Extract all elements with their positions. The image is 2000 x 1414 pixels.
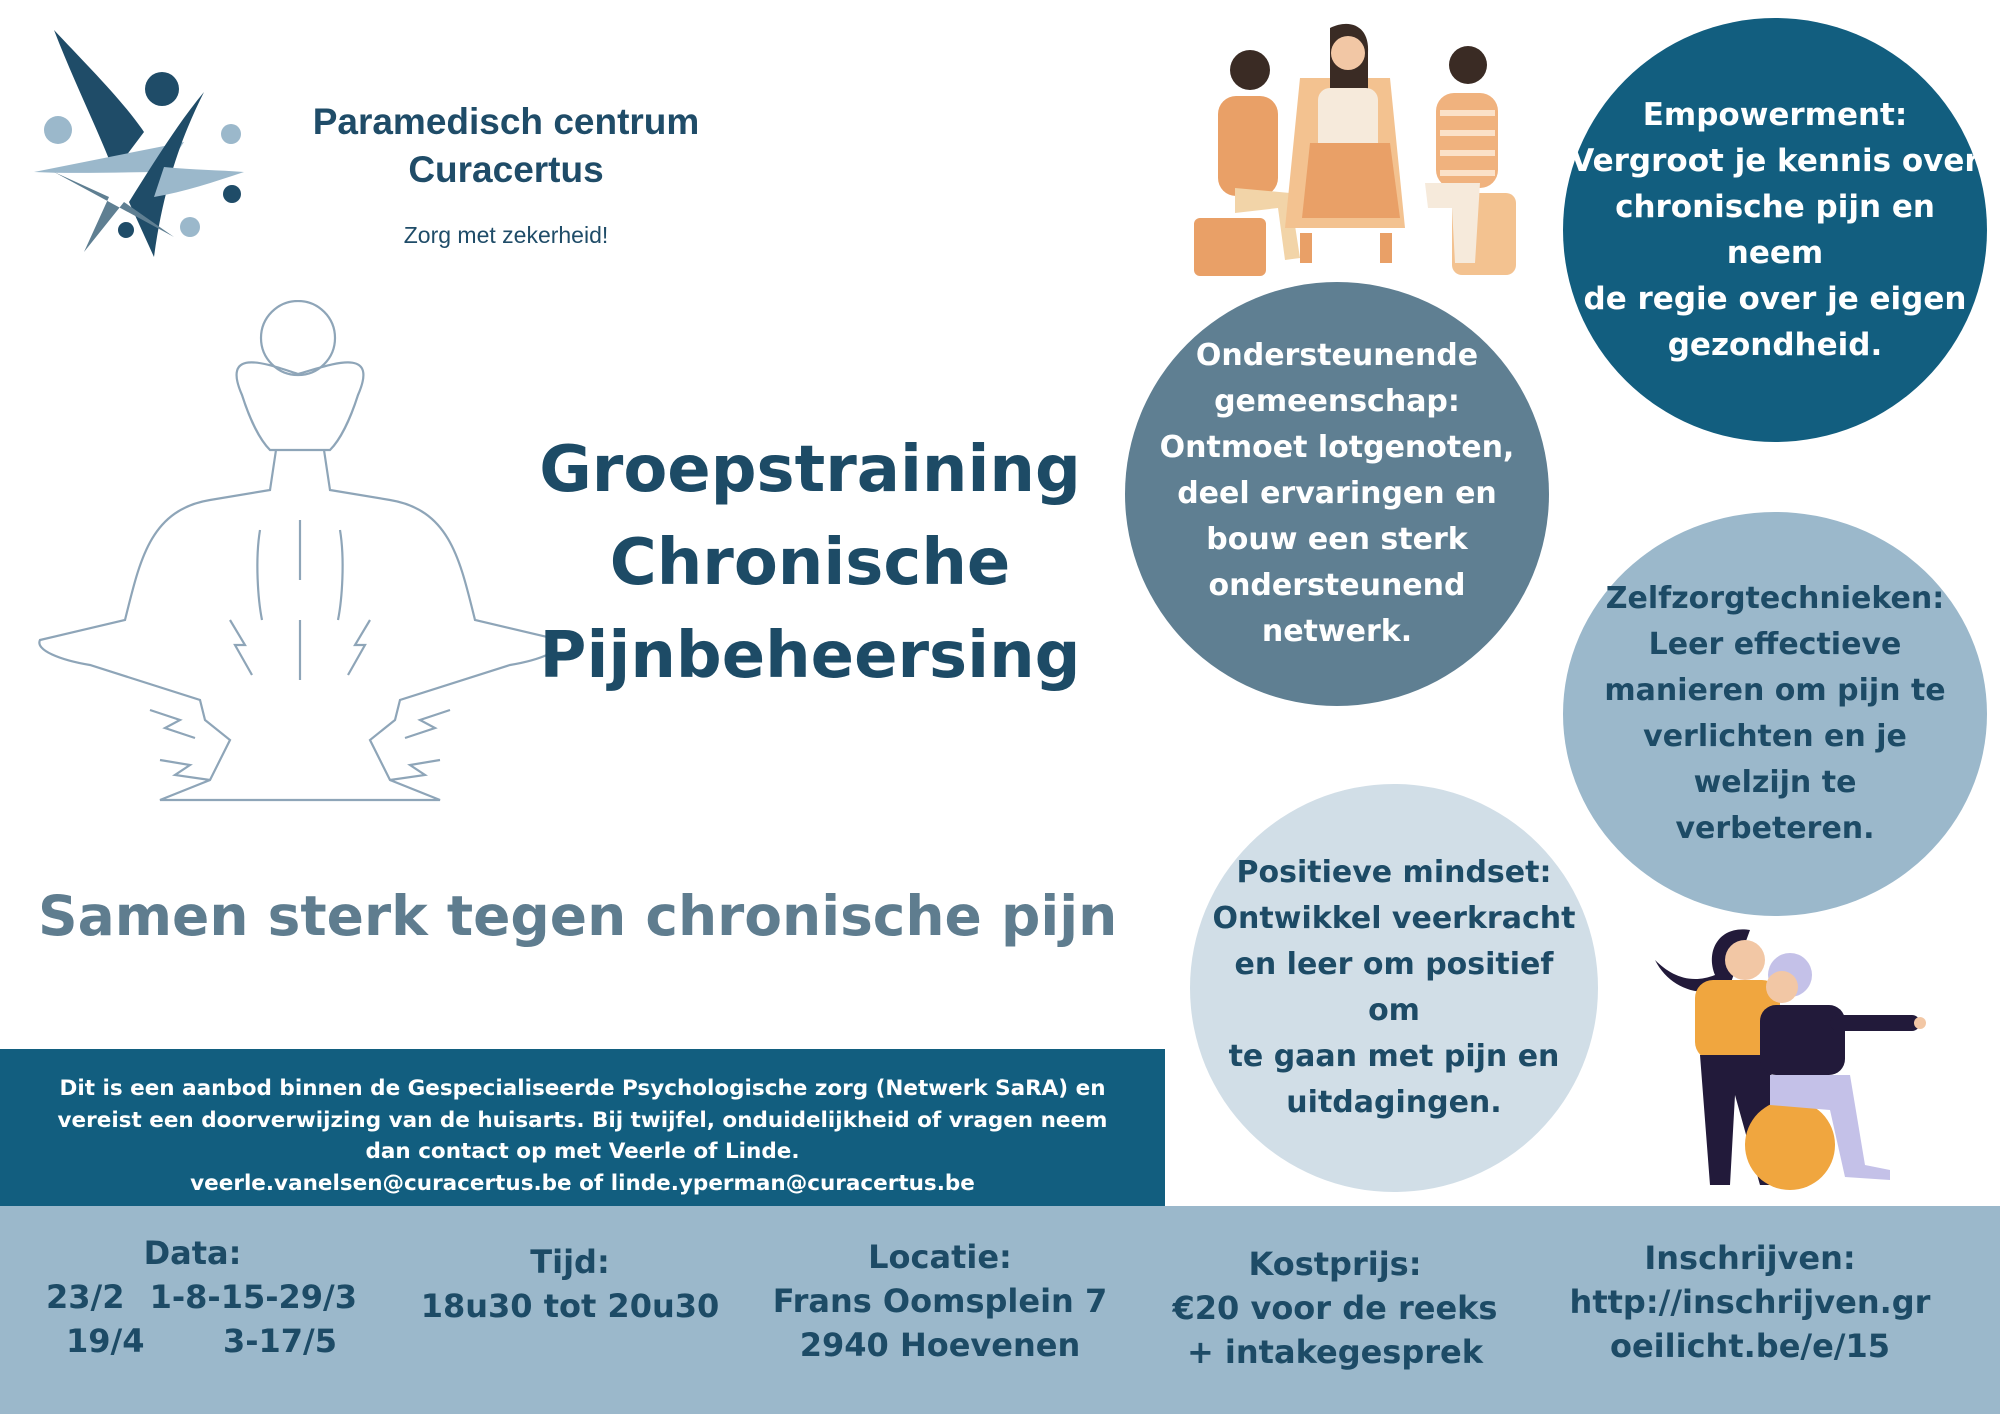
main-title-line2: Chronische [609, 526, 1011, 600]
circle-line: en leer om positief om [1234, 947, 1554, 1028]
info-line2: vereist een doorverwijzing van de huisarts. Bij twijfel, onduidelijkheid of vragen neem [57, 1107, 1108, 1133]
circle-line: gezondheid. [1667, 327, 1883, 363]
circle-line: bouw een sterk [1206, 522, 1468, 557]
contact-emails[interactable]: veerle.vanelsen@curacertus.be of linde.yperman@curacertus.be [190, 1170, 975, 1196]
physiotherapy-illustration [1650, 915, 1930, 1195]
positive-mindset-circle [1190, 784, 1598, 1192]
circle-line: Zelfzorgtechnieken: [1605, 581, 1945, 616]
circle-line: netwerk. [1261, 614, 1413, 649]
circle-line: Ontmoet lotgenoten, [1159, 430, 1515, 465]
time-value: 18u30 tot 20u30 [420, 1287, 720, 1325]
registration-link[interactable] [1560, 1280, 1940, 1368]
referral-info-box [0, 1049, 1165, 1206]
circle-line: welzijn te [1693, 765, 1857, 800]
circle-line: manieren om pijn te [1604, 673, 1946, 708]
price-note: + intakegesprek [1186, 1333, 1484, 1371]
price-section [1150, 1242, 1520, 1374]
circle-line: Empowerment: [1642, 97, 1908, 133]
circle-line: Leer effectieve [1648, 627, 1902, 662]
curacertus-logo [14, 22, 264, 262]
info-line1: Dit is een aanbod binnen de Gespecialiseerde Psychologische zorg (Netwerk SaRA) en [59, 1076, 1106, 1101]
circle-line: verbeteren. [1675, 811, 1875, 846]
date-value: 3-17/5 [222, 1322, 337, 1360]
circle-line: uitdagingen. [1286, 1085, 1502, 1120]
back-pain-illustration [30, 300, 550, 820]
info-line3: dan contact op met Veerle of Linde. [365, 1139, 800, 1164]
location-street: Frans Oomsplein 7 [772, 1282, 1108, 1320]
circle-line: te gaan met pijn en [1228, 1039, 1560, 1074]
circle-line: Positieve mindset: [1236, 855, 1552, 890]
dates-section [20, 1231, 365, 1363]
registration-link-line1[interactable]: http://inschrijven.gr [1569, 1283, 1931, 1321]
organization-name [296, 98, 716, 194]
community-circle [1125, 282, 1549, 706]
organization-name-line2: Curacertus [408, 149, 604, 190]
registration-link-line2[interactable]: oeilicht.be/e/15 [1609, 1327, 1890, 1365]
organization-name-line1: Paramedisch centrum [312, 101, 700, 142]
main-title-line3: Pijnbeheersing [539, 619, 1081, 693]
self-care-circle [1563, 512, 1987, 916]
registration-section [1560, 1236, 1940, 1368]
group-conversation-illustration [1190, 18, 1530, 283]
circle-line: Vergroot je kennis over [1570, 143, 1980, 179]
price-label: Kostprijs: [1248, 1245, 1422, 1283]
location-section [760, 1235, 1120, 1367]
circle-line: de regie over je eigen [1583, 281, 1967, 317]
main-title-line1: Groepstraining [539, 433, 1081, 507]
circle-line: Ontwikkel veerkracht [1212, 901, 1576, 936]
circle-line: verlichten en je [1643, 719, 1907, 754]
date-value: 23/2 [46, 1278, 125, 1316]
circle-line: deel ervaringen en [1177, 476, 1497, 511]
slogan: Samen sterk tegen chronische pijn [38, 884, 1118, 948]
price-value: €20 voor de reeks [1172, 1289, 1498, 1327]
circle-line: ondersteunend [1208, 568, 1466, 603]
circle-line: Ondersteunende [1195, 338, 1479, 373]
circle-line: chronische pijn en neem [1615, 189, 1935, 271]
location-city: 2940 Hoevenen [799, 1326, 1081, 1364]
location-label: Locatie: [868, 1238, 1012, 1276]
circle-line: gemeenschap: [1214, 384, 1460, 419]
tagline: Zorg met zekerheid! [403, 222, 609, 248]
empowerment-circle [1563, 18, 1987, 442]
time-section [410, 1240, 730, 1328]
registration-label: Inschrijven: [1644, 1239, 1856, 1277]
date-value: 1-8-15-29/3 [149, 1278, 357, 1316]
main-title [530, 424, 1090, 703]
dates-label: Data: [143, 1234, 242, 1272]
time-label: Tijd: [530, 1243, 610, 1281]
date-value: 19/4 [66, 1322, 145, 1360]
